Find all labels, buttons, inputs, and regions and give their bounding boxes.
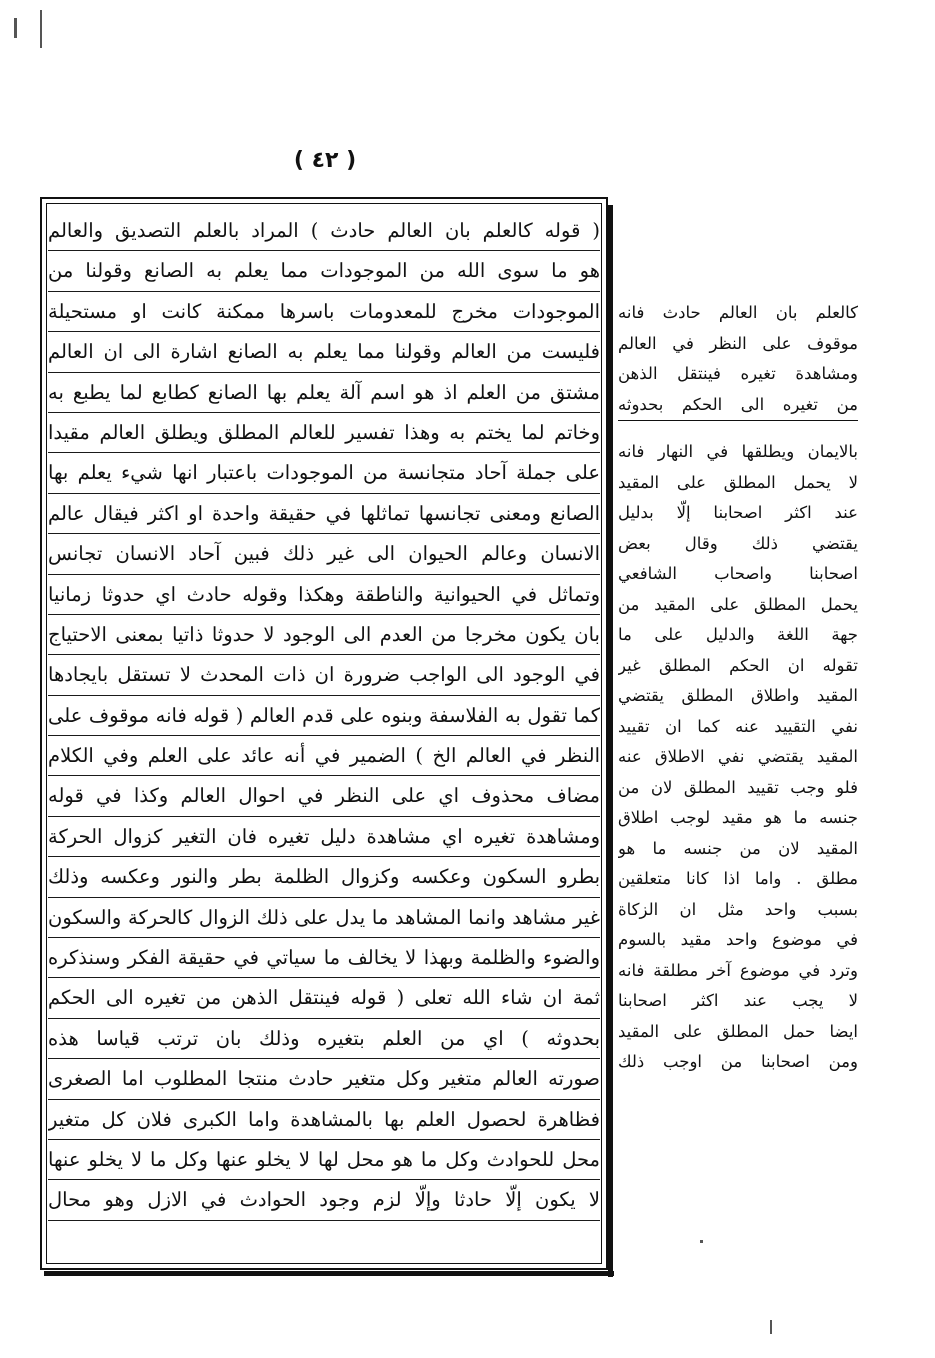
- main-text-line: الموجودات مخرج للمعدومات باسرها ممكنة كانت او مستحيلة: [48, 292, 600, 332]
- main-text-line: في الوجود الى الواجب ضرورة ان ذات المحدث لا تستقل بايجادها: [48, 655, 600, 695]
- main-text-line: فليست من العالم وقولنا مما يعلم به الصانع اشارة الى ان العالم: [48, 332, 600, 372]
- main-text-block: [48, 211, 600, 1221]
- scan-speck: [14, 18, 17, 38]
- margin-text-line: جهة اللغة والدليل على ما: [618, 625, 858, 644]
- margin-text-line: بالايمان ويطلقها في النهار فانه: [618, 442, 858, 461]
- main-text-line: محل للحوادث وكل ما هو محل لها لا يخلو عنها وكل ما لا يخلو عنها: [48, 1140, 600, 1180]
- margin-text-line: عند اكثر اصحابنا إلّا بدليل: [618, 503, 858, 522]
- margin-text-line: ومشاهدة تغيره فينتقل الذهن: [618, 364, 858, 383]
- margin-text-line: المقيد لان من جنسه ما هو: [618, 838, 858, 858]
- margin-text-line: جنسه ما هو مقيد لوجب اطلاق: [618, 808, 858, 827]
- scan-speck: [770, 1320, 772, 1334]
- main-text-line: الصانع ومعنى تجانسها تماثلها في حقيقة واحدة او اكثر فيقال عالم: [48, 494, 600, 534]
- margin-text-line: كالعلم بان العالم حادث فانه: [618, 303, 858, 322]
- margin-text-line: اصحابنا واصحاب الشافعي: [618, 564, 858, 583]
- margin-text-line: بسبب واحد مثل ان الزكاة: [618, 899, 858, 919]
- main-text-line: لا يكون إلّا حادثا وإلّا لزم وجود الحوادث في الازل وهو محال: [48, 1180, 600, 1220]
- main-text-line: بحدوثه ) اي من العلم بتغيره وذلك بان ترتب قياسا هذه: [48, 1019, 600, 1059]
- margin-text-line: لا يحمل المطلق على المقيد: [618, 472, 858, 492]
- main-text-line: كما تقول به الفلاسفة وبنوه على قدم العالم ( قوله فانه موقوف على: [48, 696, 600, 736]
- margin-text-line: نفي التقييد عنه كما ان تقييد: [618, 716, 858, 736]
- margin-text-line: تقوله ان الحكم المطلق غير: [618, 655, 858, 675]
- frame-shadow: [608, 205, 613, 1277]
- margin-text-line: من تغيره الى الحكم بحدوثه: [618, 390, 858, 422]
- margin-text-line: المقيد واطلاق المطلق يقتضي: [618, 686, 858, 705]
- main-text-line: والضوء والظلمة وبهذا لا يخالف ما سياتي في حقيقة الفكر وسنذكره: [48, 938, 600, 978]
- margin-text-line: فلو وجب تقييد المطلق لان من: [618, 777, 858, 797]
- main-text-line: فظاهرة لحصول العلم بها بالمشاهدة واما الكبرى فلان كل متغير: [48, 1100, 600, 1140]
- page-number: ( ٤٢ ): [293, 148, 357, 173]
- main-text-line: ( قوله كالعلم بان العالم حادث ) المراد بالعلم التصديق والعالم: [48, 211, 600, 251]
- main-text-line: بطرو السكون وعكسه وكزوال الظلمة بطر والنور وعكسه وذلك: [48, 857, 600, 897]
- main-text-line: صورته العالم متغير وكل متغير حادث منتجا المطلوب اما الصغرى: [48, 1059, 600, 1099]
- main-text-line: مشتق من العلم اذ هو اسم آلة يعلم بها الصانع كطابع لما يطبع به: [48, 373, 600, 413]
- main-text-line: وتماثل في الحيوانية والناطقة وهكذا وقوله حادث اي حدوثا زمانيا: [48, 575, 600, 615]
- margin-text-line: يحمل المطلق على المقيد من: [618, 594, 858, 614]
- margin-text-line: وترد في موضوع آخر مطلقة فانه: [618, 960, 858, 980]
- margin-text-line: مطلق . واما اذا كانا متعلقين: [618, 869, 858, 888]
- main-text-line: وخاتم لما يختم به وهذا تفسير للعالم المطلق ويطلق العالم مقيدا: [48, 413, 600, 453]
- margin-text-line: يقتضي ذلك وقال بعض: [618, 533, 858, 553]
- margin-text-line: في موضوع واحد مقيد بالسوم: [618, 930, 858, 949]
- main-text-line: مضاف محذوف اي على النظر في احوال العالم وكذا في قوله: [48, 776, 600, 816]
- main-text-line: بان يكون مخرجا من العدم الى الوجود لا حدوثا ذاتيا بمعنى الاحتياج: [48, 615, 600, 655]
- margin-text-block: [618, 298, 858, 1078]
- main-text-line: النظر في العالم الخ ) الضمير في أنه عائد على العلم وفي الكلام: [48, 736, 600, 776]
- margin-text-line: لا يجب عند اكثر اصحابنا: [618, 991, 858, 1010]
- main-text-line: هو ما سوى الله من الموجودات مما يعلم به الصانع وقولنا من: [48, 251, 600, 291]
- margin-text-line: المقيد يقتضي نفي الاطلاق عنه: [618, 747, 858, 766]
- margin-text-line: ومن اصحابنا من اوجب ذلك: [618, 1052, 858, 1071]
- main-text-line: غير مشاهد وانما المشاهد ما يدل على ذلك الزوال كالحركة والسكون: [48, 898, 600, 938]
- main-text-line: ومشاهدة تغيره اي مشاهدة دليل تغيره فان التغير كزوال الحركة: [48, 817, 600, 857]
- margin-text-line: ايضا حمل المطلق على المقيد: [618, 1021, 858, 1041]
- main-text-line: الانسان وعالم الحيوان الى غير ذلك فبين آحاد الانسان تجانس: [48, 534, 600, 574]
- main-text-line: على جملة آحاد متجانسة من الموجودات باعتبار انها شيء يعلم بها: [48, 453, 600, 493]
- scan-speck: [40, 10, 42, 48]
- scan-speck: [700, 1240, 703, 1243]
- main-text-line: ثمة ان شاء الله تعلى ( قوله فينتقل الذهن من تغيره الى الحكم: [48, 978, 600, 1018]
- margin-text-line: موقوف على النظر في العالم: [618, 333, 858, 353]
